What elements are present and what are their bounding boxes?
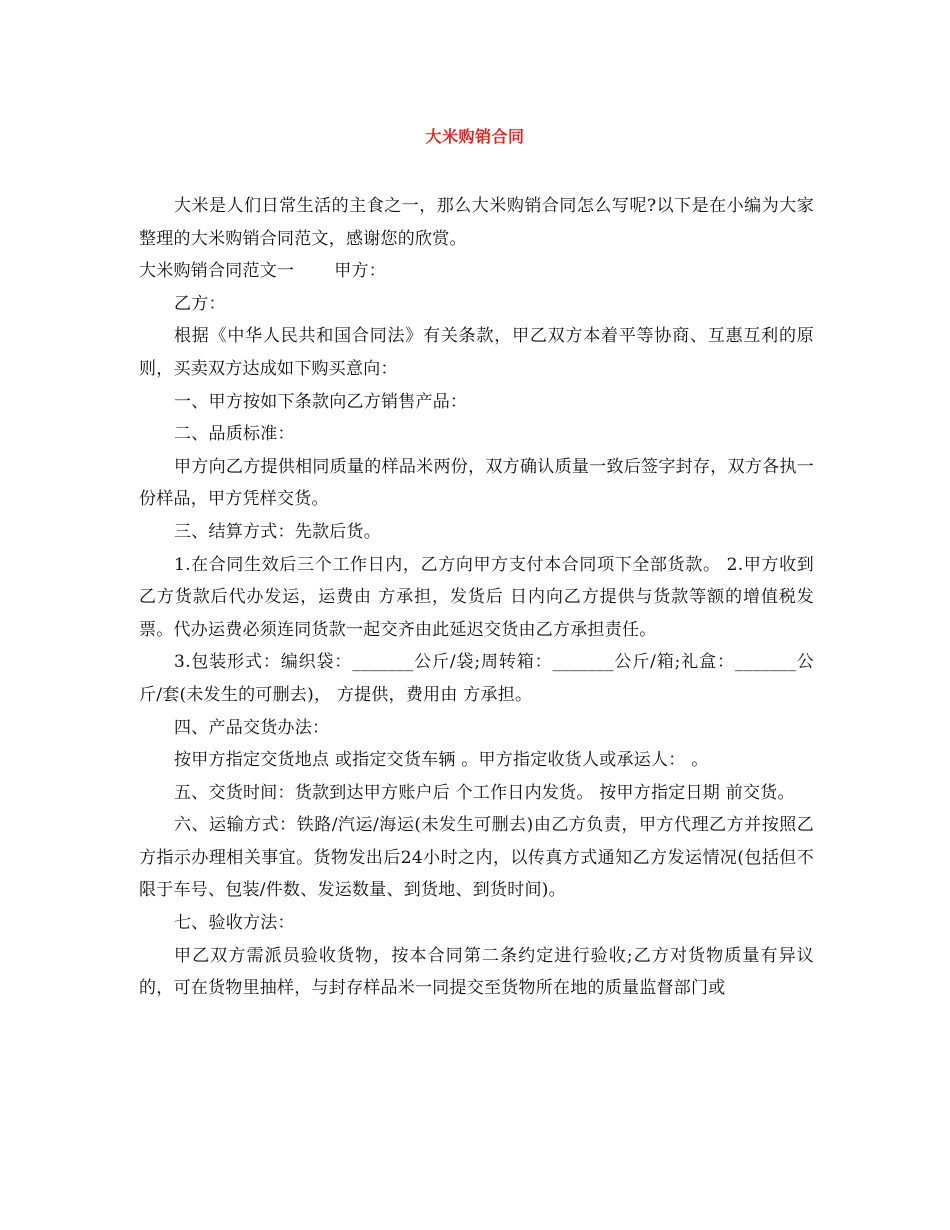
document-title: 大米购销合同: [425, 127, 525, 146]
paragraph-party-b: 乙方：: [174, 293, 226, 314]
paragraph-clause-5: 五、交货时间：货款到达甲方账户后 个工作日内发货。 按甲方指定日期 前交货。: [174, 782, 795, 803]
paragraph-inspection: 甲乙双方需派员验收货物，按本合同第二条约定进行验收;乙方对货物质量有异议的，可在货物里抽样，与封存样品米一同提交至货物所在地的质量监督部门或: [139, 945, 814, 999]
paragraph-packaging: 3.包装形式：编织袋：_______公斤/袋;周转箱：_______公斤/箱;礼盒：_______公斤/套(未发生的可删去)， 方提供，费用由 方承担。: [139, 652, 814, 705]
paragraph-sample-heading: [139, 255, 814, 288]
paragraph-clause-2: 二、品质标准：: [174, 424, 295, 445]
party-a-label: 甲方：: [334, 261, 386, 282]
paragraph-clause-4: 四、产品交货办法：: [174, 717, 330, 738]
paragraph-payment: 1.在合同生效后三个工作日内，乙方向甲方支付本合同项下全部货款。 2.甲方收到乙方货款后代办发运，运费由 方承担，发货后 日内向乙方提供与货款等额的增值税发票。代办运费必须连同货款一起交齐由此延迟交货由乙方承担责任。: [139, 554, 814, 640]
sample-title: 大米购销合同范文一: [139, 261, 295, 282]
document-body: [139, 190, 814, 1005]
paragraph-clause-1: 一、甲方按如下条款向乙方销售产品：: [174, 391, 468, 412]
paragraph-clause-7: 七、验收方法：: [174, 913, 295, 934]
paragraph-clause-6: 六、运输方式：铁路/汽运/海运(未发生可删去)由乙方负责，甲方代理乙方并按照乙方指示办理相关事宜。货物发出后24小时之内，以传真方式通知乙方发运情况(包括但不限于车号、包装/件数、发运数量、到货地、到货时间)。: [139, 815, 814, 901]
paragraph-legal-basis: 根据《中华人民共和国合同法》有关条款，甲乙双方本着平等协商、互惠互利的原则，买卖双方达成如下购买意向：: [139, 326, 814, 379]
paragraph-delivery-place: 按甲方指定交货地点 或指定交货车辆 。甲方指定收货人或承运人： 。: [174, 750, 709, 771]
paragraph-quality: 甲方向乙方提供相同质量的样品米两份，双方确认质量一致后签字封存，双方各执一份样品，甲方凭样交货。: [139, 456, 814, 510]
paragraph-clause-3: 三、结算方式：先款后货。: [174, 521, 381, 542]
paragraph-intro: 大米是人们日常生活的主食之一，那么大米购销合同怎么写呢?以下是在小编为大家整理的大米购销合同范文，感谢您的欣赏。: [139, 196, 814, 249]
